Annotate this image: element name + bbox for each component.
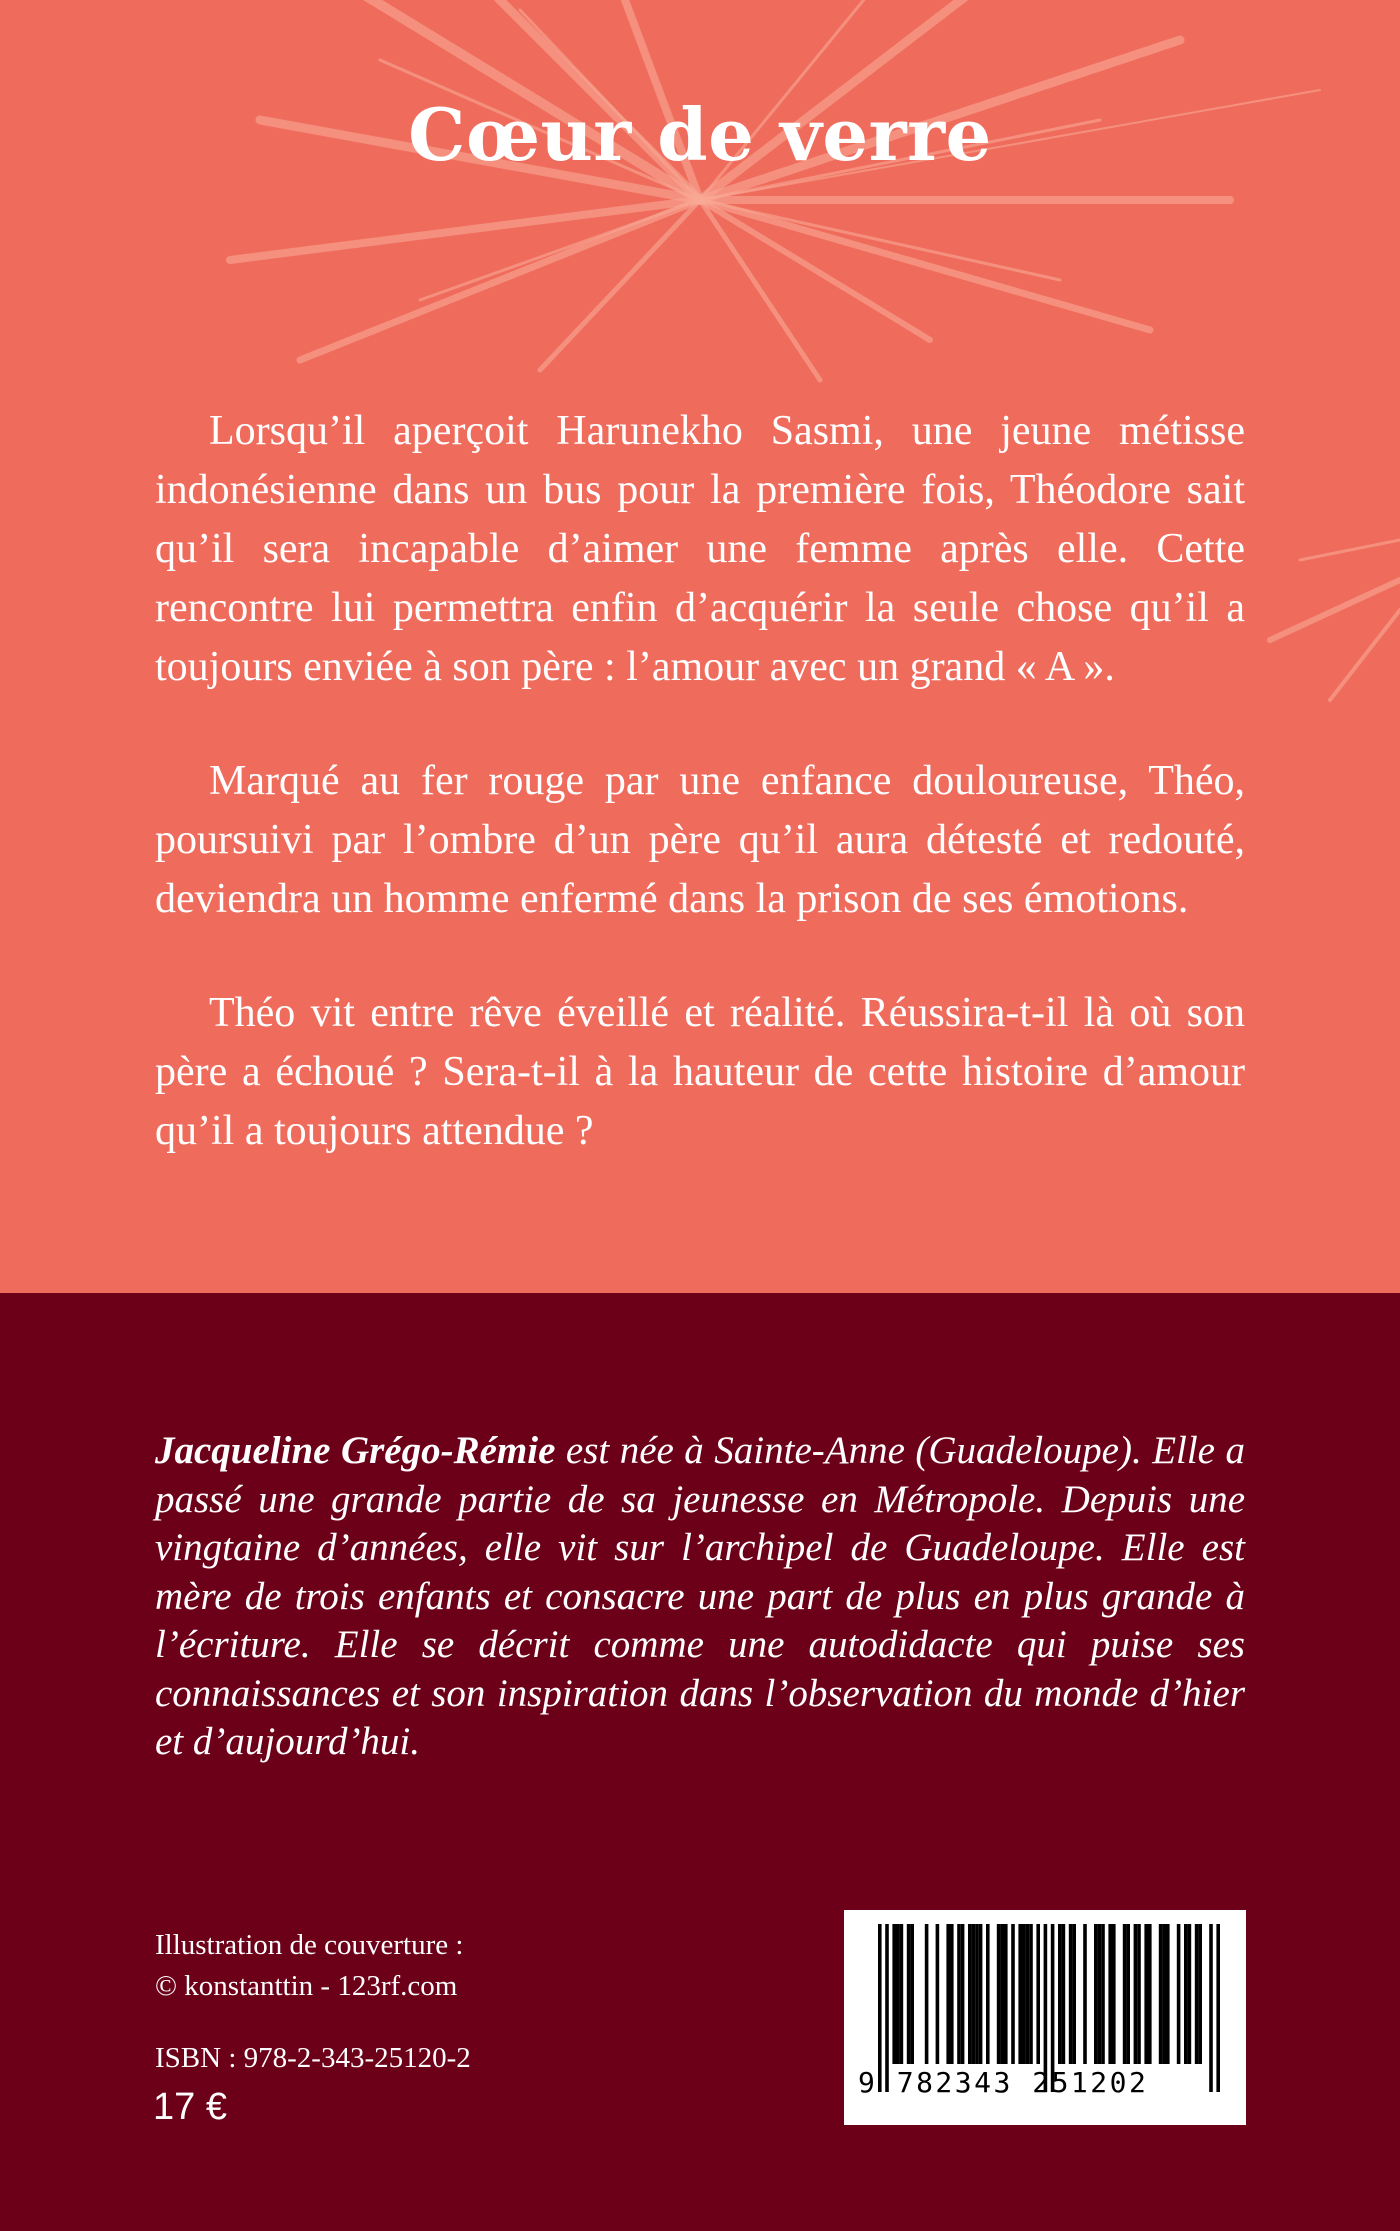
credits-source: © konstanttin - 123rf.com: [155, 1970, 458, 2002]
barcode-bar: [1029, 1924, 1033, 2064]
barcode-bar: [1184, 1924, 1188, 2064]
barcode-bar: [1159, 1924, 1163, 2064]
barcode-bar: [972, 1924, 976, 2064]
summary-paragraph: Lorsqu’il aperçoit Harunekho Sasmi, une jeune métisse indonésienne dans un bus pour la première fois, Théodore sait qu’il sera incapable d’aimer une femme après elle. Cette rencontre lui permettra enfin d’acquérir la seule chose qu’il a toujours enviée à son père : l’amour avec un grand « A ».: [155, 408, 1245, 690]
barcode-bar: [1072, 1924, 1076, 2064]
barcode-bar: [1026, 1924, 1030, 2064]
summary-paragraph: Théo vit entre rêve éveillé et réalité. Réussira-t-il là où son père a échoué ? Sera-t-il à la hauteur de cette histoire d’amour qu’il a toujours attendue ?: [155, 990, 1245, 1154]
barcode-bar: [900, 1924, 904, 2064]
barcode-bar: [1188, 1924, 1192, 2064]
barcode-bar: [1022, 1924, 1026, 2064]
barcode-bar: [1058, 1924, 1062, 2064]
barcode-bar: [1112, 1924, 1116, 2064]
barcode-bar: [1094, 1924, 1098, 2064]
barcode-bar: [946, 1924, 950, 2064]
barcode-bar: [968, 1924, 972, 2064]
barcode-bar: [1011, 1924, 1015, 2064]
barcode-bar: [896, 1924, 900, 2064]
credits-label: Illustration de couverture :: [155, 1929, 464, 1961]
barcode-bar: [892, 1924, 896, 2064]
book-price: 17 €: [153, 2086, 227, 2128]
author-biography-text: est née à Sainte-Anne (Guadeloupe). Elle a passé une grande partie de sa jeunesse en Métropole. Depuis une vingtaine d’années, elle vit sur l’archipel de Guadeloupe. Elle est mère de trois enfants et consacre une part de plus en plus grande à l’écriture. Elle se décrit comme une autodidacte qui puise ses connaissances et son inspiration dans l’observation du monde d’hier et d’aujourd’hui.: [155, 1429, 1245, 1763]
barcode-bar: [907, 1924, 911, 2064]
barcode-bar: [1123, 1924, 1127, 2064]
barcode-bar: [1166, 1924, 1170, 2064]
barcode-bar: [1144, 1924, 1148, 2064]
author-name: Jacqueline Grégo-Rémie: [155, 1429, 556, 1472]
barcode-bar: [975, 1924, 979, 2064]
barcode-bar: [1083, 1924, 1087, 2064]
barcode-bar: [1004, 1924, 1008, 2064]
barcode-bar: [1198, 1924, 1202, 2064]
barcode-bar: [957, 1924, 961, 2064]
barcode-bar: [1126, 1924, 1130, 2064]
barcode-bar: [1162, 1924, 1166, 2064]
illustration-credits: [155, 1925, 675, 2007]
barcode-bar: [1108, 1924, 1112, 2064]
barcode-bar: [1018, 1924, 1022, 2064]
barcode-bar: [961, 1924, 965, 2064]
barcode-bar: [1036, 1924, 1040, 2064]
barcode-bar: [936, 1924, 940, 2064]
barcode-bar: [1177, 1924, 1181, 2064]
barcode-bar: [1195, 1924, 1199, 2064]
barcode: [844, 1910, 1246, 2125]
barcode-bar: [986, 1924, 990, 2064]
barcode-bar: [1134, 1924, 1138, 2064]
book-title: Cœur de verre: [408, 92, 992, 177]
barcode-bar: [1098, 1924, 1102, 2064]
barcode-bar: [910, 1924, 914, 2064]
summary-paragraph: Marqué au fer rouge par une enfance douloureuse, Théo, poursuivi par l’ombre d’un père qu’il aura détesté et redouté, deviendra un homme enfermé dans la prison de ses émotions.: [155, 758, 1245, 922]
book-summary: [155, 402, 1245, 1161]
barcode-bar: [979, 1924, 983, 2064]
barcode-digits: 9 782343 251202: [858, 2066, 1149, 2099]
barcode-bar: [1062, 1924, 1066, 2064]
barcode-bar: [1148, 1924, 1152, 2064]
barcode-bar: [1137, 1924, 1141, 2064]
isbn-number: ISBN : 978-2-343-25120-2: [155, 2042, 471, 2074]
barcode-bar: [1069, 1924, 1073, 2064]
barcode-bar: [950, 1924, 954, 2064]
barcode-bar: [1101, 1924, 1105, 2064]
barcode-bar: [997, 1924, 1001, 2064]
barcode-bar: [925, 1924, 929, 2064]
barcode-bar: [1000, 1924, 1004, 2064]
author-biography: [155, 1427, 1245, 1767]
